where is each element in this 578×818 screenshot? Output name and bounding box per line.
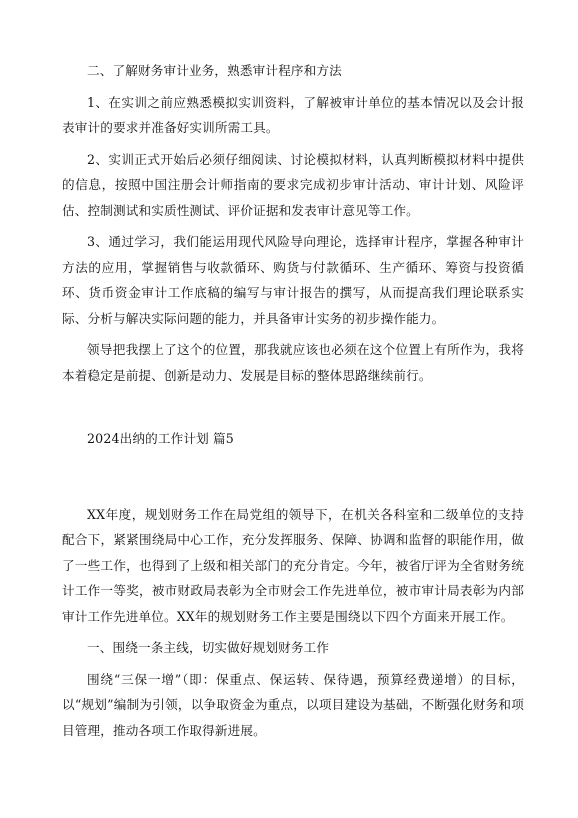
sub-heading: 一、围绕一条主线，切实做好规划财务工作 [87,640,330,655]
section-heading: 二、了解财务审计业务，熟悉审计程序和方法 [87,63,342,78]
paragraph: 领导把我摆上了这个的位置，那我就应该也必须在这个位置上有所作为，我将本着稳定是前提、创新是动力、发展是目标的整体思路继续前行。 [62,342,524,383]
document-page [62,58,524,743]
article-title: 2024出纳的工作计划 篇5 [87,431,234,446]
paragraph: 围绕“三保一增”（即：保重点、保运转、保待遇，预算经费递增）的目标，以“规划”编制为引领，以争取资金为重点，以项目建设为基础，不断强化财务和项目管理，推动各项工作取得新进展。 [62,671,524,738]
paragraph: 1、在实训之前应熟悉模拟实训资料，了解被审计单位的基本情况以及会计报表审计的要求并准备好实训所需工具。 [62,94,524,135]
paragraph: 3、通过学习，我们能运用现代风险导向理论，选择审计程序，掌握各种审计方法的应用，掌握销售与收款循环、购货与付款循环、生产循环、筹资与投资循环、货币资金审计工作底稿的编写与审计报告的撰写，从而提高我们理论联系实际、分析与解决实际问题的能力，并具备审计实务的初步操作能力。 [62,234,524,326]
paragraph: XX年度，规划财务工作在局党组的领导下，在机关各科室和二级单位的支持配合下，紧紧围绕局中心工作，充分发挥服务、保障、协调和监督的职能作用，做了一些工作，也得到了上级和相关部门的充分肯定。今年，被省厅评为全省财务统计工作一等奖，被市财政局表彰为全市财会工作先进单位，被市审计局表彰为内部审计工作先进单位。XX年的规划财务工作主要是围绕以下四个方面来开展工作。 [62,506,524,624]
paragraph: 2、实训正式开始后必须仔细阅读、讨论模拟材料，认真判断模拟材料中提供的信息，按照中国注册会计师指南的要求完成初步审计活动、审计计划、风险评估、控制测试和实质性测试、评价证据和发表审计意见等工作。 [62,151,524,218]
